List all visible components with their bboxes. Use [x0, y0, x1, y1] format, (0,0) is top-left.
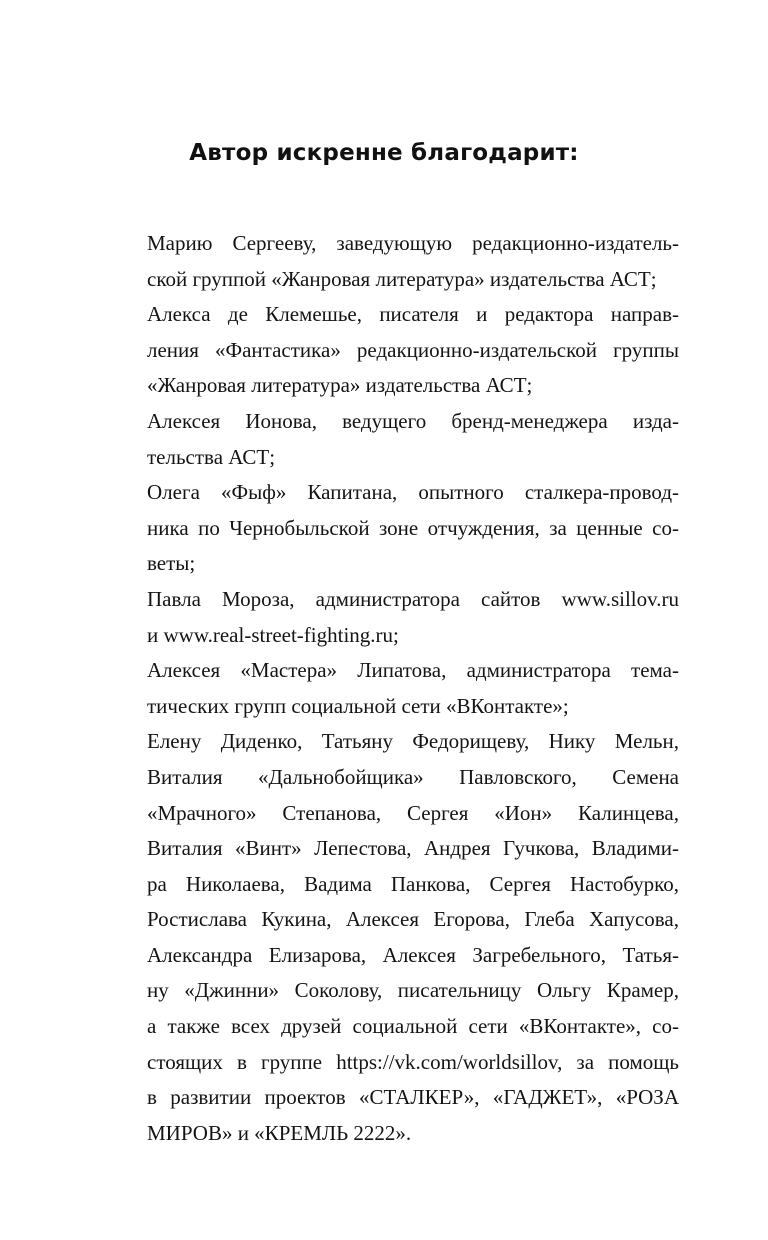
acknowledgement-paragraph: [119, 724, 679, 1151]
text-line: Алексея Ионова, ведущего бренд-менеджера изда-: [147, 408, 679, 433]
text-line: стоящих в группе https://vk.com/worldsillov, за помощь: [147, 1049, 679, 1074]
page-heading: Автор искренне благодарит:: [189, 140, 579, 166]
text-line: ра Николаева, Вадима Панкова, Сергея Настобурко,: [147, 871, 679, 896]
acknowledgements-text: [119, 226, 679, 1151]
acknowledgement-paragraph: [119, 582, 679, 653]
acknowledgement-paragraph: [119, 404, 679, 475]
text-line: Александра Елизарова, Алексея Загребельного, Татья-: [147, 942, 679, 967]
text-line: Виталия «Винт» Лепестова, Андрея Гучкова, Владими-: [147, 836, 679, 861]
acknowledgement-paragraph: [119, 226, 679, 297]
text-line: веты;: [147, 551, 196, 576]
text-line: в развитии проектов «СТАЛКЕР», «ГАДЖЕТ», «РОЗА: [147, 1085, 679, 1110]
text-line: Алекса де Клемешье, писателя и редактора направ-: [147, 302, 679, 327]
text-line: Олега «Фыф» Капитана, опытного сталкера-провод-: [147, 480, 679, 505]
text-line: Алексея «Мастера» Липатова, администратора тема-: [147, 658, 679, 683]
text-line: «Мрачного» Степанова, Сергея «Ион» Калинцева,: [147, 800, 679, 825]
acknowledgement-paragraph: [119, 297, 679, 404]
acknowledgement-paragraph: [119, 475, 679, 582]
acknowledgement-paragraph: [119, 653, 679, 724]
text-line: ну «Джинни» Соколову, писательницу Ольгу Крамер,: [147, 978, 679, 1003]
text-line: Виталия «Дальнобойщика» Павловского, Семена: [147, 764, 679, 789]
text-line: Ростислава Кукина, Алексея Егорова, Глеба Хапусова,: [147, 907, 679, 932]
text-line: ления «Фантастика» редакционно-издательской группы: [147, 337, 679, 362]
text-line: Елену Диденко, Татьяну Федорищеву, Нику Мельн,: [147, 729, 679, 754]
text-line: «Жанровая литература» издательства АСТ;: [147, 373, 533, 398]
text-line: тических групп социальной сети «ВКонтакте»;: [147, 693, 569, 718]
text-line: Павла Мороза, администратора сайтов www.sillov.ru: [147, 586, 679, 611]
text-line: а также всех друзей социальной сети «ВКонтакте», со-: [147, 1014, 679, 1039]
text-line: ской группой «Жанровая литература» издательства АСТ;: [147, 266, 657, 291]
text-line: и www.real-street-fighting.ru;: [147, 622, 399, 647]
text-line: МИРОВ» и «КРЕМЛЬ 2222».: [147, 1120, 412, 1145]
text-line: тельства АСТ;: [147, 444, 276, 469]
text-line: ника по Чернобыльской зоне отчуждения, за ценные со-: [147, 515, 679, 540]
text-line: Марию Сергееву, заведующую редакционно-издатель-: [147, 231, 679, 255]
